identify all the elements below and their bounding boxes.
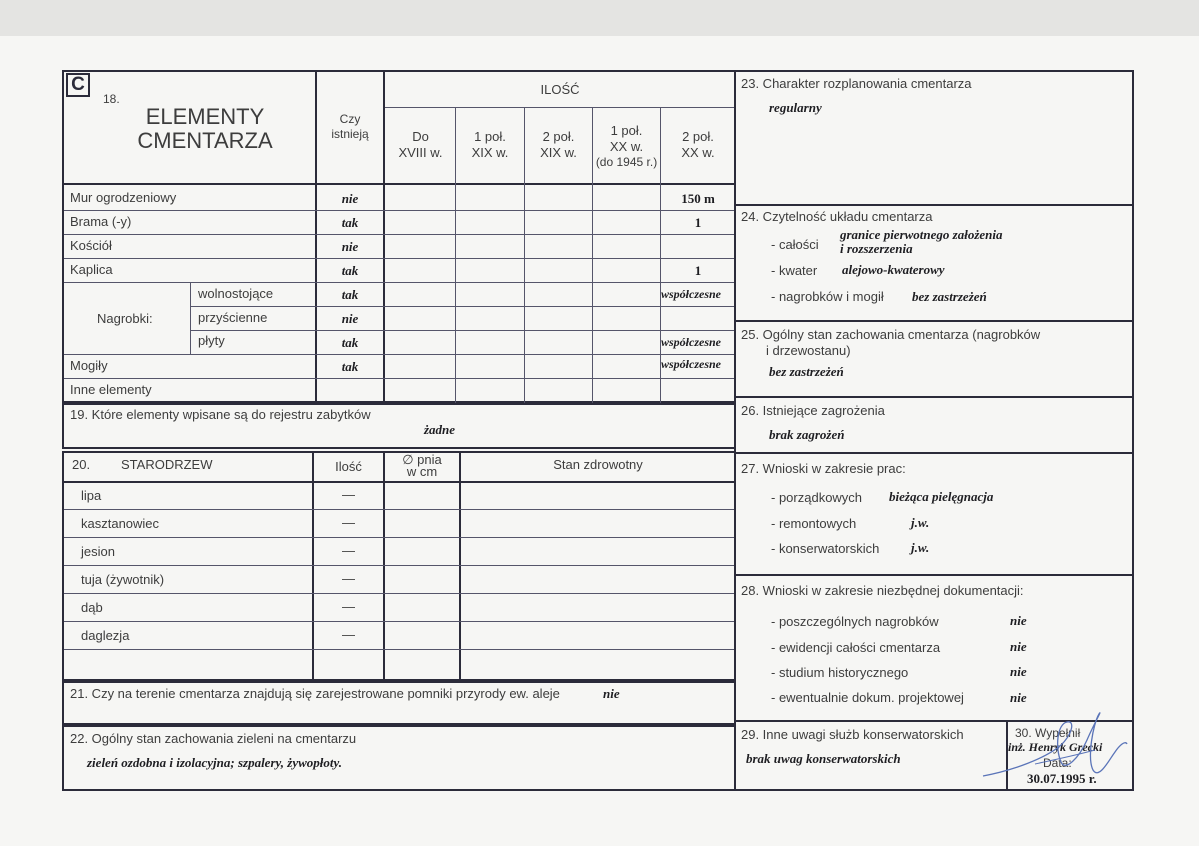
period-2-l1: 1 poł. [474,129,506,144]
tree-dab: dąb [81,600,103,615]
works-label: 27. Wnioski w zakresie prac: [741,461,906,476]
tree-jesion: jesion [81,544,115,559]
tree-tuja-qty[interactable]: — [342,571,355,586]
row-wall-label: Mur ogrodzeniowy [70,190,177,205]
doc-records-value[interactable]: nie [1010,639,1027,654]
tree-lipa-qty[interactable]: — [342,487,355,502]
row-chapel-qty[interactable]: 1 [694,263,702,278]
period-3-l2: XIX w. [540,145,577,160]
filled-label: 30. Wypełnił [1015,726,1081,740]
scan-edge [0,0,1199,36]
filled-date[interactable]: 30.07.1995 r. [1027,771,1097,786]
remarks-value[interactable]: brak uwag konserwatorskich [746,751,901,766]
row-other-label: Inne elementy [70,382,152,397]
documentation-label: 28. Wnioski w zakresie niezbędnej dokumentacji: [741,583,1024,598]
row-wall-exists[interactable]: nie [341,191,359,206]
doc-graves-value[interactable]: nie [1010,613,1027,628]
nagrobki-slab-label: płyty [198,333,225,348]
filled-name[interactable]: inż. Henryk Grecki [1008,740,1103,754]
nagrobki-slab-period[interactable]: współczesne [661,335,721,349]
legibility-label: 24. Czytelność układu cmentarza [741,209,933,224]
row-wall-qty[interactable]: 150 m [681,191,715,206]
row-gate-exists[interactable]: tak [341,215,359,230]
row-church-label: Kościół [70,238,112,253]
legibility-quarters-label: - kwater [771,263,818,278]
legibility-whole-value-2[interactable]: i rozszerzenia [840,241,913,256]
works-cleanup-label: - porządkowych [771,490,863,505]
nagrobki-free-label: wolnostojące [198,286,274,301]
threats-value[interactable]: brak zagrożeń [769,427,845,442]
layout-value[interactable]: regularny [769,100,822,115]
nagrobki-free-exists[interactable]: tak [341,287,359,302]
filled-date-label: Data: [1043,756,1072,770]
condition-value[interactable]: bez zastrzeżeń [769,364,844,379]
works-repair-label: - remontowych [771,516,857,531]
trees-number: 20. [72,457,91,472]
nature-label: 21. Czy na terenie cmentarza znajdują się zarejestrowane pomniki przyrody ew. aleje [70,686,560,701]
trees-table [62,451,736,681]
row-graves-exists[interactable]: tak [341,359,359,374]
remarks-label: 29. Inne uwagi służb konserwatorskich [741,727,964,742]
nagrobki-label: Nagrobki: [97,311,153,326]
works-repair-value[interactable]: j.w. [911,515,930,530]
legibility-graves-value[interactable]: bez zastrzeżeń [912,289,987,304]
period-1-l1: Do [412,129,429,144]
greenery-label: 22. Ogólny stan zachowania zieleni na cmentarzu [70,731,357,746]
greenery-value[interactable]: zieleń ozdobna i izolacyjna; szpalery, żywopłoty. [87,755,343,770]
tree-daglezja: daglezja [81,628,130,643]
period-5-l2: XX w. [681,145,715,160]
legibility-whole-label: - całości [771,237,819,252]
legibility-graves-label: - nagrobków i mogił [771,289,884,304]
register-label: 19. Które elementy wpisane są do rejestru zabytków [70,407,371,422]
trees-title: STARODRZEW [121,457,213,472]
row-gate-qty[interactable]: 1 [694,215,702,230]
nagrobki-slab-exists[interactable]: tak [341,335,359,350]
row-graves-period[interactable]: współczesne [661,357,721,371]
nagrobki-wall-label: przyścienne [198,310,268,325]
elements-title-2: CMENTARZA [137,128,273,153]
condition-label-1: 25. Ogólny stan zachowania cmentarza (nagrobków [741,327,1041,342]
period-4-l2: XX w. [609,139,644,154]
nagrobki-free-period[interactable]: współczesne [661,287,721,301]
doc-project-label: - ewentualnie dokum. projektowej [771,690,964,705]
nature-value[interactable]: nie [603,686,620,701]
tree-lipa: lipa [81,488,102,503]
works-cleanup-value[interactable]: bieżąca pielęgnacja [889,489,994,504]
row-chapel-label: Kaplica [70,262,113,277]
nagrobki-wall-exists[interactable]: nie [341,311,359,326]
row-church-exists[interactable]: nie [341,239,359,254]
tree-kasztanowiec: kasztanowiec [81,516,160,531]
period-4-l3: (do 1945 r.) [595,155,658,169]
legibility-quarters-value[interactable]: alejowo-kwaterowy [842,262,945,277]
section-letter: C [71,74,85,95]
period-2-l2: XIX w. [471,145,509,160]
trees-col-diam-1: ∅ pnia [402,452,442,467]
doc-history-label: - studium historycznego [771,665,909,680]
tree-tuja: tuja (żywotnik) [81,572,165,587]
col-exists: Czy istnieją [331,112,369,141]
elements-number: 18. [103,92,120,106]
period-4-l1: 1 poł. [610,123,643,138]
row-chapel-exists[interactable]: tak [341,263,359,278]
tree-jesion-qty[interactable]: — [342,543,355,558]
doc-records-label: - ewidencji całości cmentarza [771,640,941,655]
register-value[interactable]: żadne [424,422,456,437]
period-1-l2: XVIII w. [398,145,443,160]
row-graves-label: Mogiły [70,358,108,373]
tree-dab-qty[interactable]: — [342,599,355,614]
row-gate-label: Brama (-y) [70,214,132,229]
legibility-whole-value-1[interactable]: granice pierwotnego założenia [840,227,1003,242]
works-conservation-label: - konserwatorskich [771,541,880,556]
trees-col-qty: Ilość [335,459,362,474]
period-5-l1: 2 poł. [682,129,714,144]
tree-daglezja-qty[interactable]: — [342,627,355,642]
doc-history-value[interactable]: nie [1010,664,1027,679]
ilosc-label: ILOŚĆ [540,82,580,97]
trees-col-diam-2: w cm [406,464,438,479]
doc-graves-label: - poszczególnych nagrobków [771,614,939,629]
works-conservation-value[interactable]: j.w. [911,540,930,555]
trees-col-health: Stan zdrowotny [553,457,643,472]
tree-kasztanowiec-qty[interactable]: — [342,515,355,530]
elements-title-1: ELEMENTY [145,104,265,129]
signature-image [975,700,1135,790]
period-3-l1: 2 poł. [542,129,575,144]
doc-project-value[interactable]: nie [1010,690,1027,705]
threats-label: 26. Istniejące zagrożenia [741,403,885,418]
condition-label-2: i drzewostanu) [766,343,851,358]
layout-label: 23. Charakter rozplanowania cmentarza [741,76,972,91]
